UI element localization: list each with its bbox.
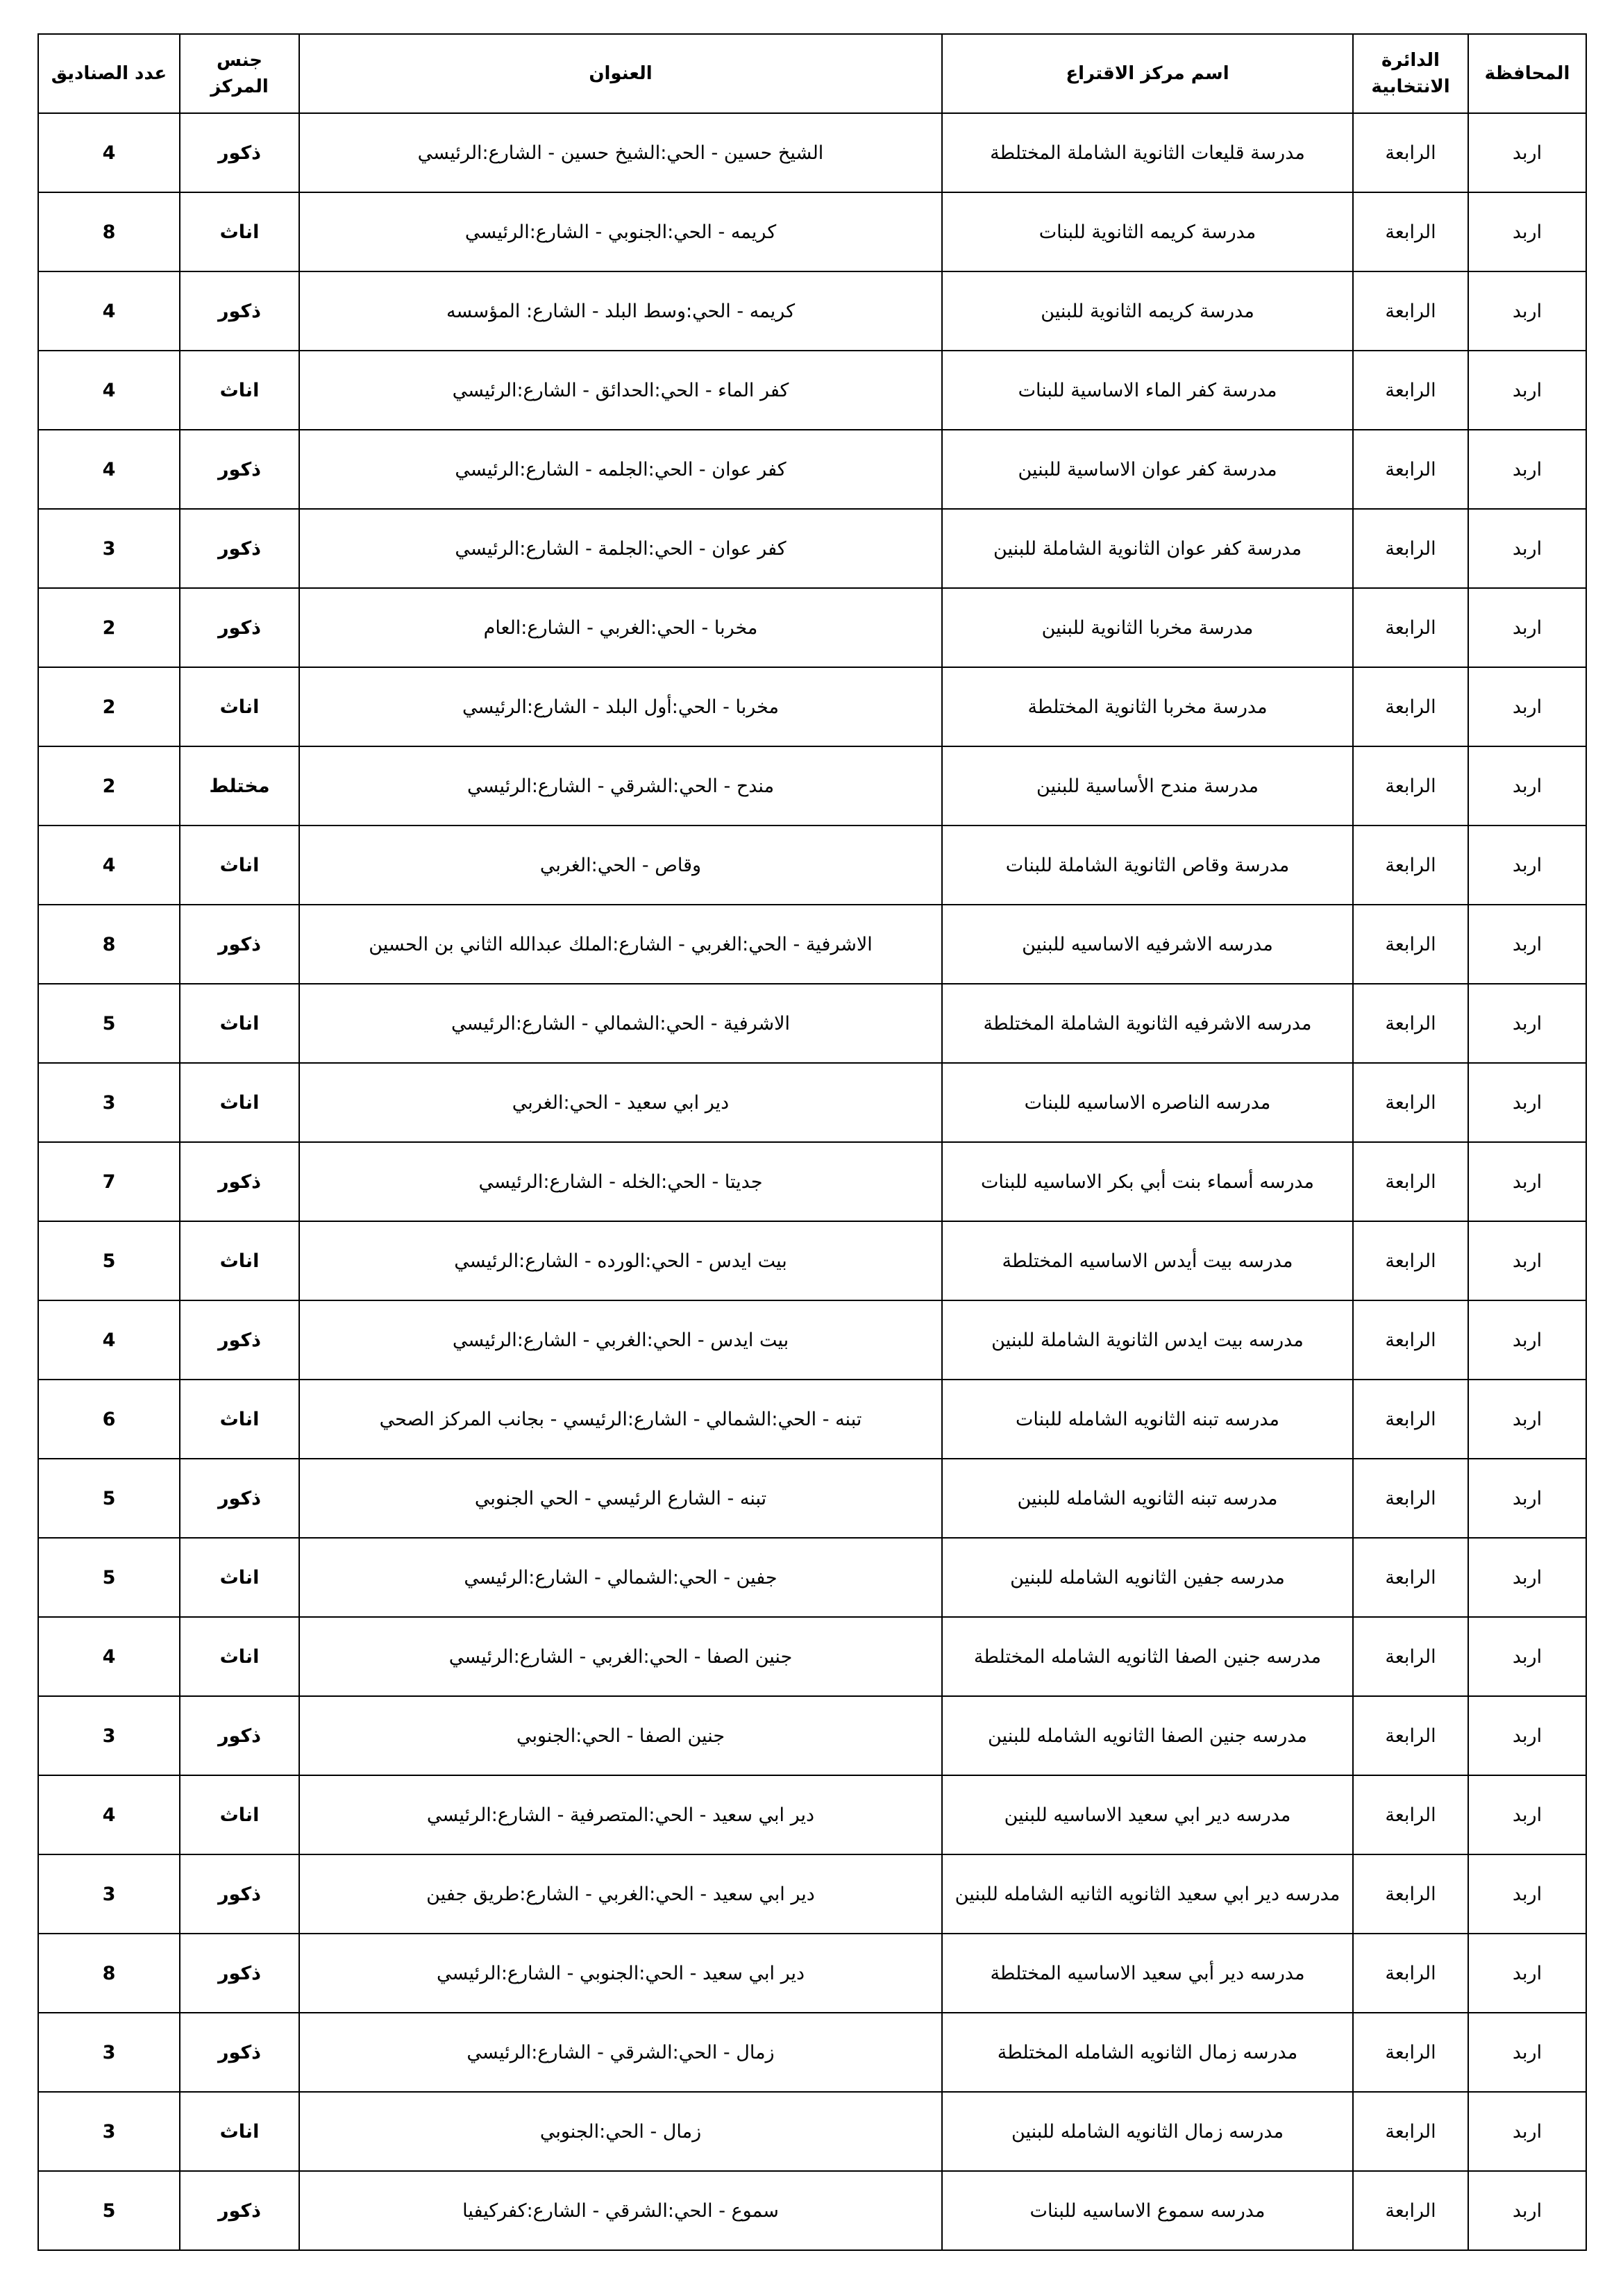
cell-boxes: 5 xyxy=(38,1538,180,1617)
cell-gender: اناث xyxy=(180,1617,299,1696)
cell-center-name: مدرسة مخربا الثانوية للبنين xyxy=(942,588,1353,667)
cell-district: الرابعة xyxy=(1353,1459,1468,1538)
table-row xyxy=(38,1142,1586,1221)
cell-gender: ذكور xyxy=(180,430,299,509)
cell-governorate: اربد xyxy=(1468,1300,1586,1380)
cell-district: الرابعة xyxy=(1353,1934,1468,2013)
cell-district: الرابعة xyxy=(1353,351,1468,430)
cell-district: الرابعة xyxy=(1353,509,1468,588)
cell-center-name: مدرسه تبنه الثانويه الشامله للبنين xyxy=(942,1459,1353,1538)
cell-governorate: اربد xyxy=(1468,905,1586,984)
cell-district: الرابعة xyxy=(1353,1221,1468,1300)
cell-boxes: 5 xyxy=(38,1459,180,1538)
cell-district: الرابعة xyxy=(1353,2171,1468,2250)
cell-center-name: مدرسة قليعات الثانوية الشاملة المختلطة xyxy=(942,113,1353,192)
cell-governorate: اربد xyxy=(1468,1854,1586,1934)
header-address: العنوان xyxy=(299,34,942,113)
cell-center-name: مدرسه الاشرفيه الثانوية الشاملة المختلطة xyxy=(942,984,1353,1063)
cell-district: الرابعة xyxy=(1353,905,1468,984)
cell-governorate: اربد xyxy=(1468,1459,1586,1538)
cell-boxes: 4 xyxy=(38,1300,180,1380)
cell-center-name: مدرسة مندح الأساسية للبنين xyxy=(942,746,1353,826)
cell-center-name: مدرسه دير أبي سعيد الاساسيه المختلطة xyxy=(942,1934,1353,2013)
cell-district: الرابعة xyxy=(1353,984,1468,1063)
cell-center-name: مدرسه بيت أيدس الاساسيه المختلطة xyxy=(942,1221,1353,1300)
cell-address: سموع - الحي:الشرقي - الشارع:كفركيفيا xyxy=(299,2171,942,2250)
cell-gender: اناث xyxy=(180,2092,299,2171)
cell-center-name: مدرسه جنين الصفا الثانويه الشامله المختلطة xyxy=(942,1617,1353,1696)
table-row xyxy=(38,1854,1586,1934)
header-boxes: عدد الصناديق xyxy=(38,34,180,113)
cell-gender: اناث xyxy=(180,1380,299,1459)
cell-address: بيت ايدس - الحي:الورده - الشارع:الرئيسي xyxy=(299,1221,942,1300)
cell-governorate: اربد xyxy=(1468,351,1586,430)
cell-boxes: 3 xyxy=(38,509,180,588)
cell-gender: ذكور xyxy=(180,509,299,588)
cell-governorate: اربد xyxy=(1468,667,1586,746)
cell-address: جنين الصفا - الحي:الجنوبي xyxy=(299,1696,942,1775)
cell-center-name: مدرسه الناصره الاساسيه للبنات xyxy=(942,1063,1353,1142)
cell-district: الرابعة xyxy=(1353,430,1468,509)
cell-center-name: مدرسة كريمه الثانوية للبنات xyxy=(942,192,1353,271)
cell-district: الرابعة xyxy=(1353,826,1468,905)
cell-district: الرابعة xyxy=(1353,2092,1468,2171)
cell-address: دير ابي سعيد - الحي:المتصرفية - الشارع:الرئيسي xyxy=(299,1775,942,1854)
cell-governorate: اربد xyxy=(1468,509,1586,588)
table-row xyxy=(38,2171,1586,2250)
table-row xyxy=(38,984,1586,1063)
cell-governorate: اربد xyxy=(1468,2092,1586,2171)
header-gender: جنس المركز xyxy=(180,34,299,113)
cell-gender: ذكور xyxy=(180,588,299,667)
cell-district: الرابعة xyxy=(1353,2013,1468,2092)
cell-center-name: مدرسة وقاص الثانوية الشاملة للبنات xyxy=(942,826,1353,905)
table-row xyxy=(38,1775,1586,1854)
table-row xyxy=(38,2092,1586,2171)
table-row xyxy=(38,1934,1586,2013)
cell-boxes: 3 xyxy=(38,2092,180,2171)
cell-gender: ذكور xyxy=(180,2013,299,2092)
cell-district: الرابعة xyxy=(1353,1775,1468,1854)
cell-address: كريمه - الحي:وسط البلد - الشارع: المؤسسه xyxy=(299,271,942,351)
table-row xyxy=(38,1617,1586,1696)
cell-gender: ذكور xyxy=(180,1459,299,1538)
cell-district: الرابعة xyxy=(1353,1617,1468,1696)
cell-address: تبنه - الشارع الرئيسي - الحي الجنوبي xyxy=(299,1459,942,1538)
cell-address: الشيخ حسين - الحي:الشيخ حسين - الشارع:الرئيسي xyxy=(299,113,942,192)
cell-gender: مختلط xyxy=(180,746,299,826)
cell-gender: ذكور xyxy=(180,1934,299,2013)
cell-boxes: 4 xyxy=(38,113,180,192)
cell-boxes: 4 xyxy=(38,271,180,351)
cell-boxes: 4 xyxy=(38,1617,180,1696)
cell-boxes: 6 xyxy=(38,1380,180,1459)
cell-gender: ذكور xyxy=(180,2171,299,2250)
cell-boxes: 5 xyxy=(38,2171,180,2250)
cell-address: زمال - الحي:الشرقي - الشارع:الرئيسي xyxy=(299,2013,942,2092)
cell-district: الرابعة xyxy=(1353,192,1468,271)
cell-gender: اناث xyxy=(180,1063,299,1142)
cell-governorate: اربد xyxy=(1468,1617,1586,1696)
cell-boxes: 3 xyxy=(38,2013,180,2092)
cell-district: الرابعة xyxy=(1353,1300,1468,1380)
cell-governorate: اربد xyxy=(1468,430,1586,509)
cell-center-name: مدرسة كريمه الثانوية للبنين xyxy=(942,271,1353,351)
cell-boxes: 4 xyxy=(38,1775,180,1854)
cell-boxes: 5 xyxy=(38,1221,180,1300)
cell-gender: ذكور xyxy=(180,905,299,984)
cell-gender: اناث xyxy=(180,1221,299,1300)
cell-governorate: اربد xyxy=(1468,1696,1586,1775)
cell-gender: ذكور xyxy=(180,1696,299,1775)
cell-district: الرابعة xyxy=(1353,113,1468,192)
header-district: الدائرة الانتخابية xyxy=(1353,34,1468,113)
cell-address: كفر عوان - الحي:الجلمة - الشارع:الرئيسي xyxy=(299,509,942,588)
cell-center-name: مدرسه جفين الثانويه الشامله للبنين xyxy=(942,1538,1353,1617)
cell-gender: اناث xyxy=(180,351,299,430)
cell-center-name: مدرسه دير ابي سعيد الاساسيه للبنين xyxy=(942,1775,1353,1854)
polling-centers-table xyxy=(37,33,1587,2251)
cell-gender: اناث xyxy=(180,192,299,271)
cell-governorate: اربد xyxy=(1468,113,1586,192)
cell-address: الاشرفية - الحي:الشمالي - الشارع:الرئيسي xyxy=(299,984,942,1063)
table-body xyxy=(38,113,1586,2250)
table-row xyxy=(38,667,1586,746)
cell-district: الرابعة xyxy=(1353,1854,1468,1934)
cell-boxes: 8 xyxy=(38,192,180,271)
cell-gender: ذكور xyxy=(180,1142,299,1221)
cell-center-name: مدرسة مخربا الثانوية المختلطة xyxy=(942,667,1353,746)
table-row xyxy=(38,1063,1586,1142)
table-row xyxy=(38,113,1586,192)
table-row xyxy=(38,1459,1586,1538)
header-governorate: المحافظة xyxy=(1468,34,1586,113)
cell-address: مندح - الحي:الشرقي - الشارع:الرئيسي xyxy=(299,746,942,826)
table-row xyxy=(38,588,1586,667)
table-row xyxy=(38,351,1586,430)
cell-gender: ذكور xyxy=(180,113,299,192)
cell-boxes: 4 xyxy=(38,826,180,905)
table-header-row xyxy=(38,34,1586,113)
cell-gender: اناث xyxy=(180,826,299,905)
cell-governorate: اربد xyxy=(1468,1221,1586,1300)
table-row xyxy=(38,1380,1586,1459)
cell-address: دير ابي سعيد - الحي:الجنوبي - الشارع:الرئيسي xyxy=(299,1934,942,2013)
cell-center-name: مدرسه زمال الثانويه الشامله المختلطة xyxy=(942,2013,1353,2092)
cell-address: جفين - الحي:الشمالي - الشارع:الرئيسي xyxy=(299,1538,942,1617)
cell-governorate: اربد xyxy=(1468,1063,1586,1142)
cell-boxes: 2 xyxy=(38,667,180,746)
cell-district: الرابعة xyxy=(1353,667,1468,746)
cell-boxes: 8 xyxy=(38,1934,180,2013)
table-row xyxy=(38,746,1586,826)
cell-district: الرابعة xyxy=(1353,1142,1468,1221)
cell-district: الرابعة xyxy=(1353,1063,1468,1142)
table-row xyxy=(38,509,1586,588)
cell-address: دير ابي سعيد - الحي:الغربي - الشارع:طريق جفين xyxy=(299,1854,942,1934)
cell-gender: اناث xyxy=(180,984,299,1063)
cell-governorate: اربد xyxy=(1468,826,1586,905)
cell-gender: ذكور xyxy=(180,1300,299,1380)
cell-boxes: 8 xyxy=(38,905,180,984)
table-row xyxy=(38,1300,1586,1380)
cell-district: الرابعة xyxy=(1353,1538,1468,1617)
table-row xyxy=(38,192,1586,271)
cell-center-name: مدرسه بيت ايدس الثانوية الشاملة للبنين xyxy=(942,1300,1353,1380)
cell-address: تبنه - الحي:الشمالي - الشارع:الرئيسي - بجانب المركز الصحي xyxy=(299,1380,942,1459)
cell-boxes: 2 xyxy=(38,588,180,667)
cell-address: دير ابي سعيد - الحي:الغربي xyxy=(299,1063,942,1142)
cell-address: كريمه - الحي:الجنوبي - الشارع:الرئيسي xyxy=(299,192,942,271)
table-row xyxy=(38,905,1586,984)
document-page xyxy=(39,33,1587,2251)
cell-district: الرابعة xyxy=(1353,746,1468,826)
cell-boxes: 3 xyxy=(38,1696,180,1775)
cell-address: كفر عوان - الحي:الجلمه - الشارع:الرئيسي xyxy=(299,430,942,509)
cell-address: مخربا - الحي:الغربي - الشارع:العام xyxy=(299,588,942,667)
cell-governorate: اربد xyxy=(1468,746,1586,826)
cell-governorate: اربد xyxy=(1468,271,1586,351)
cell-governorate: اربد xyxy=(1468,1934,1586,2013)
cell-governorate: اربد xyxy=(1468,2013,1586,2092)
cell-center-name: مدرسه جنين الصفا الثانويه الشامله للبنين xyxy=(942,1696,1353,1775)
cell-address: وقاص - الحي:الغربي xyxy=(299,826,942,905)
cell-center-name: مدرسه سموع الاساسيه للبنات xyxy=(942,2171,1353,2250)
cell-boxes: 4 xyxy=(38,351,180,430)
cell-center-name: مدرسه تبنه الثانويه الشامله للبنات xyxy=(942,1380,1353,1459)
cell-governorate: اربد xyxy=(1468,1775,1586,1854)
cell-center-name: مدرسة كفر الماء الاساسية للبنات xyxy=(942,351,1353,430)
cell-address: جديتا - الحي:الخله - الشارع:الرئيسي xyxy=(299,1142,942,1221)
cell-governorate: اربد xyxy=(1468,1142,1586,1221)
cell-gender: اناث xyxy=(180,1538,299,1617)
cell-gender: ذكور xyxy=(180,1854,299,1934)
cell-gender: اناث xyxy=(180,667,299,746)
cell-governorate: اربد xyxy=(1468,2171,1586,2250)
cell-district: الرابعة xyxy=(1353,271,1468,351)
cell-boxes: 2 xyxy=(38,746,180,826)
cell-center-name: مدرسه زمال الثانويه الشامله للبنين xyxy=(942,2092,1353,2171)
table-row xyxy=(38,2013,1586,2092)
cell-governorate: اربد xyxy=(1468,588,1586,667)
table-row xyxy=(38,430,1586,509)
cell-governorate: اربد xyxy=(1468,1538,1586,1617)
cell-center-name: مدرسه دير ابي سعيد الثانويه الثانيه الشامله للبنين xyxy=(942,1854,1353,1934)
table-row xyxy=(38,1696,1586,1775)
cell-address: زمال - الحي:الجنوبي xyxy=(299,2092,942,2171)
table-row xyxy=(38,1538,1586,1617)
cell-gender: اناث xyxy=(180,1775,299,1854)
cell-center-name: مدرسه أسماء بنت أبي بكر الاساسيه للبنات xyxy=(942,1142,1353,1221)
cell-address: بيت ايدس - الحي:الغربي - الشارع:الرئيسي xyxy=(299,1300,942,1380)
cell-center-name: مدرسة كفر عوان الاساسية للبنين xyxy=(942,430,1353,509)
cell-boxes: 3 xyxy=(38,1854,180,1934)
header-center-name: اسم مركز الاقتراع xyxy=(942,34,1353,113)
cell-governorate: اربد xyxy=(1468,192,1586,271)
cell-boxes: 3 xyxy=(38,1063,180,1142)
cell-boxes: 4 xyxy=(38,430,180,509)
cell-address: مخربا - الحي:أول البلد - الشارع:الرئيسي xyxy=(299,667,942,746)
cell-address: الاشرفية - الحي:الغربي - الشارع:الملك عبدالله الثاني بن الحسين xyxy=(299,905,942,984)
cell-district: الرابعة xyxy=(1353,1696,1468,1775)
cell-boxes: 5 xyxy=(38,984,180,1063)
cell-boxes: 7 xyxy=(38,1142,180,1221)
table-row xyxy=(38,1221,1586,1300)
cell-governorate: اربد xyxy=(1468,984,1586,1063)
table-row xyxy=(38,271,1586,351)
cell-district: الرابعة xyxy=(1353,1380,1468,1459)
cell-district: الرابعة xyxy=(1353,588,1468,667)
cell-address: جنين الصفا - الحي:الغربي - الشارع:الرئيسي xyxy=(299,1617,942,1696)
cell-center-name: مدرسه الاشرفيه الاساسيه للبنين xyxy=(942,905,1353,984)
cell-gender: ذكور xyxy=(180,271,299,351)
cell-address: كفر الماء - الحي:الحدائق - الشارع:الرئيسي xyxy=(299,351,942,430)
cell-center-name: مدرسة كفر عوان الثانوية الشاملة للبنين xyxy=(942,509,1353,588)
table-row xyxy=(38,826,1586,905)
cell-governorate: اربد xyxy=(1468,1380,1586,1459)
